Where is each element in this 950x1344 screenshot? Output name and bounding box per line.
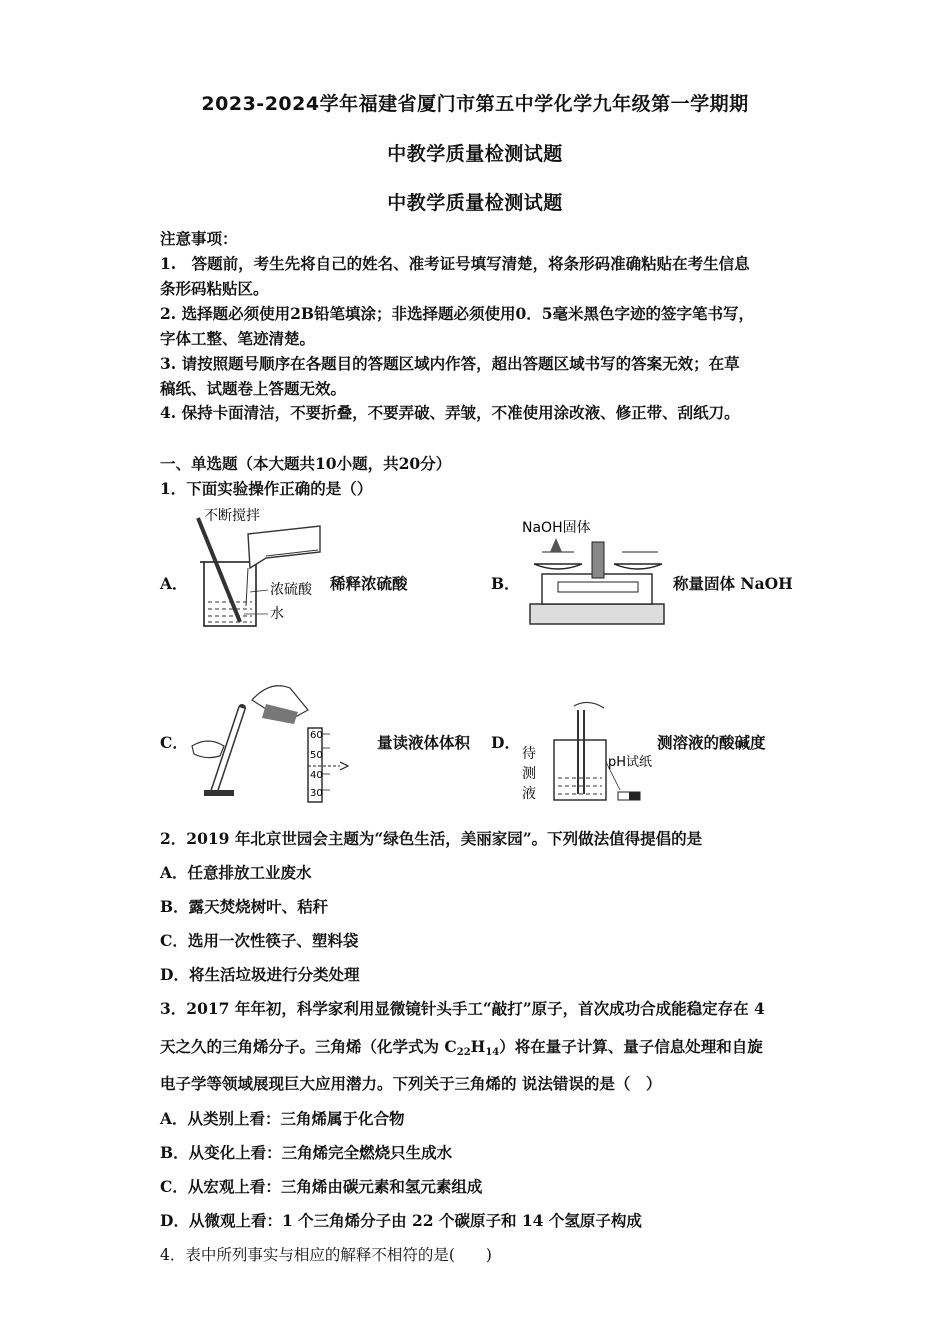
- option-b-letter: B．: [491, 574, 520, 593]
- tick-label: 30: [310, 788, 323, 799]
- q2-option: C．选用一次性筷子、塑料袋: [160, 931, 359, 950]
- balance-figure: [518, 512, 668, 630]
- notice-line: 3. 请按照题号顺序在各题目的答题区域内作答，超出答题区域书写的答案无效；在草: [160, 354, 740, 373]
- page-title-line1: 2023-2024学年福建省厦门市第五中学化学九年级第一学期期: [201, 93, 749, 115]
- fig-ph-paper: pH试纸: [608, 755, 653, 770]
- ph-test-figure: [518, 696, 654, 806]
- fig-l1: 待: [522, 746, 536, 762]
- notice-line: 稿纸、试题卷上答题无效。: [160, 379, 347, 398]
- tick-label: 60: [310, 730, 323, 741]
- question-3-line1: 3．2017 年年初，科学家利用显微镜针头手工“敲打”原子，首次成功合成能稳定存在 4: [160, 999, 765, 1018]
- cylinder-figure: [190, 660, 370, 805]
- fig-l2: 测: [522, 766, 536, 782]
- q3-option: A．从类别上看：三角烯属于化合物: [160, 1109, 405, 1128]
- q3-option: C．从宏观上看：三角烯由碳元素和氢元素组成: [160, 1177, 483, 1196]
- fig-naoh-label: NaOH固体: [522, 520, 591, 536]
- option-d-letter: D．: [491, 733, 520, 752]
- section-heading: 一、单选题（本大题共10小题，共20分）: [160, 454, 452, 473]
- question-3-line2: 天之久的三角烯分子。三角烯（化学式为 $C_{22}H_{14}$）将在量子计算、量子信息处理和自旋: [160, 1037, 763, 1058]
- page-title-line3: 中教学质量检测试题: [387, 192, 563, 214]
- notice-heading: 注意事项：: [160, 229, 238, 248]
- dilute-acid-figure: [188, 506, 328, 632]
- q2-option: A．任意排放工业废水: [160, 863, 312, 882]
- option-d-caption: 测溶液的酸碱度: [657, 733, 766, 752]
- option-a-caption: 稀释浓硫酸: [330, 574, 408, 593]
- q2-option: B．露天焚烧树叶、秸秆: [160, 897, 329, 916]
- page-title-line2: 中教学质量检测试题: [387, 143, 563, 165]
- notice-line: 2. 选择题必须使用2B铅笔填涂；非选择题必须使用0．5毫米黑色字迹的签字笔书写，: [160, 304, 755, 323]
- fig-water-label: 水: [270, 606, 284, 622]
- option-a-letter: A．: [160, 574, 188, 593]
- question-2-stem: 2．2019 年北京世园会主题为“绿色生活，美丽家园”。下列做法值得提倡的是: [160, 829, 703, 848]
- notice-line: 字体工整、笔迹清楚。: [160, 329, 316, 348]
- option-b-caption: 称量固体 NaOH: [673, 574, 793, 593]
- tick-label: 50: [310, 750, 323, 761]
- option-c-caption: 量读液体体积: [377, 733, 471, 752]
- question-4-stem: 4．表中所列事实与相应的解释不相符的是( ): [160, 1246, 492, 1264]
- notice-line: 1. 答题前，考生先将自己的姓名、准考证号填写清楚，将条形码准确粘贴在考生信息: [160, 254, 750, 273]
- fig-stir-label: 不断搅拌: [204, 508, 260, 524]
- notice-line: 4. 保持卡面清洁，不要折叠，不要弄破、弄皱，不准使用涂改液、修正带、刮纸刀。: [160, 403, 740, 422]
- tick-label: 40: [310, 770, 323, 781]
- q3-option: D．从微观上看：1 个三角烯分子由 22 个碳原子和 14 个氢原子构成: [160, 1211, 642, 1230]
- notice-line: 条形码粘贴区。: [160, 279, 269, 298]
- option-c-letter: C．: [160, 733, 188, 752]
- q3-option: B．从变化上看：三角烯完全燃烧只生成水: [160, 1143, 453, 1162]
- question-1-stem: 1．下面实验操作正确的是（）: [160, 479, 373, 498]
- q2-option: D．将生活垃圾进行分类处理: [160, 965, 360, 984]
- fig-l3: 液: [522, 786, 536, 802]
- fig-acid-label: 浓硫酸: [270, 582, 312, 598]
- question-3-line3: 电子学等领域展现巨大应用潜力。下列关于三角烯的 说法错误的是（ ）: [160, 1074, 662, 1093]
